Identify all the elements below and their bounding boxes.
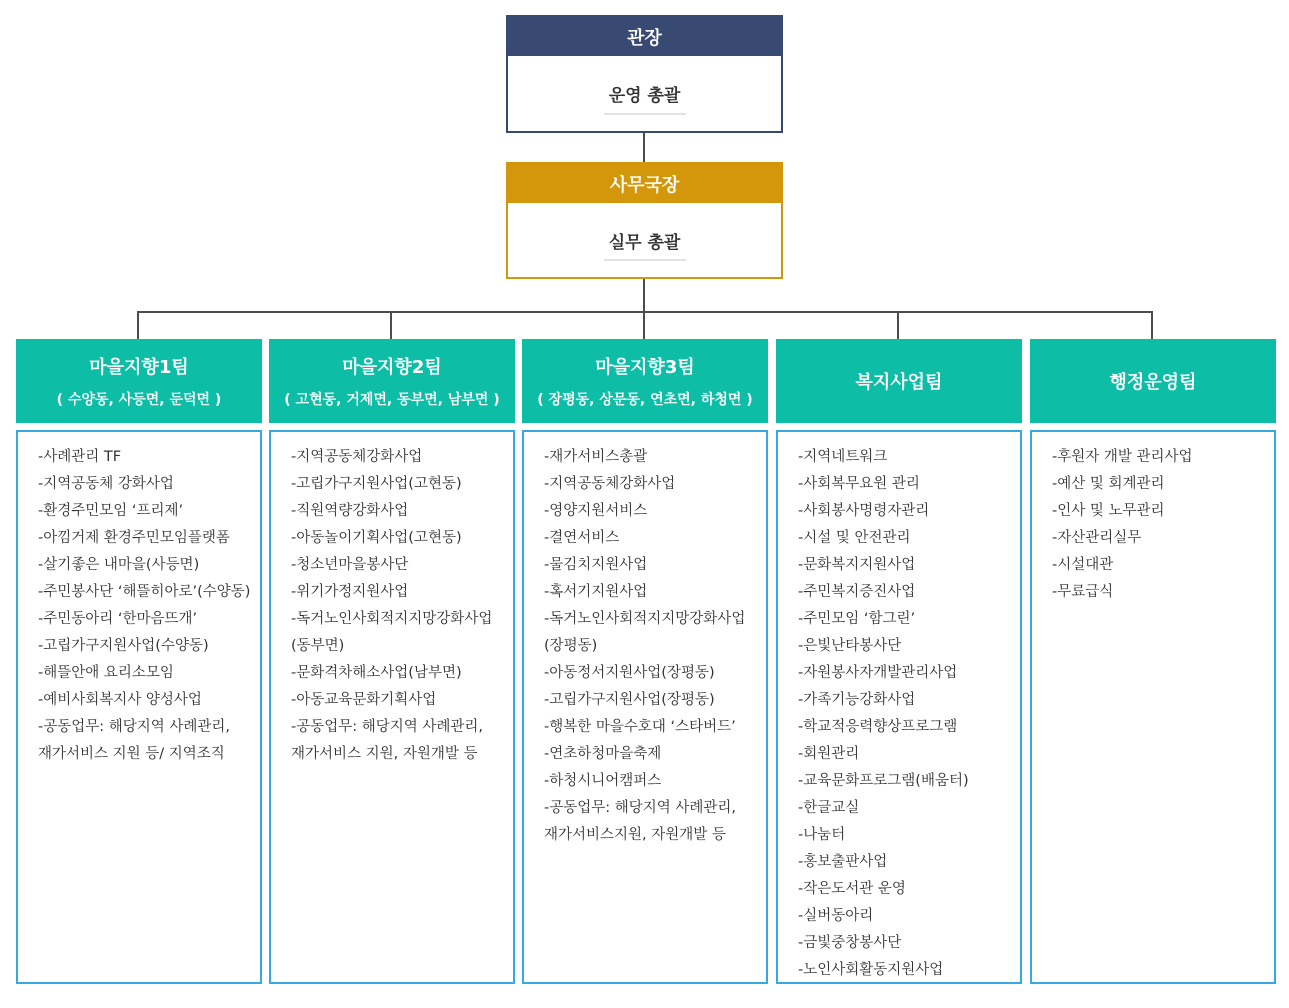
list-item: -독거노인사회적지지망강화사업 <box>544 611 746 627</box>
team-area: ( 장평동, 상문동, 연초면, 하청면 ) <box>537 392 753 408</box>
team-header-3 <box>522 339 768 423</box>
connector-team-1 <box>137 311 139 339</box>
list-item: -살기좋은 내마을(사등면) <box>38 557 200 573</box>
list-item: -위기가정지원사업 <box>291 584 409 600</box>
team-list-4 <box>776 430 1022 984</box>
list-item: -공동업무: 해당지역 사례관리, <box>38 719 231 735</box>
connector-team-4 <box>897 311 899 339</box>
list-item: -지역공동체 강화사업 <box>38 476 174 492</box>
list-item: -지역네트워크 <box>798 449 888 465</box>
list-item: -독거노인사회적지지망강화사업 <box>291 611 493 627</box>
connector-team-2 <box>390 311 392 339</box>
list-item: -사회복무요원 관리 <box>798 476 920 492</box>
list-item: -금빛중창봉사단 <box>798 935 902 951</box>
secretary-divider <box>604 259 686 261</box>
list-item: -영양지원서비스 <box>544 503 648 519</box>
list-item: -자산관리실무 <box>1052 530 1142 546</box>
team-list-3 <box>522 430 768 984</box>
list-item: -사례관리 TF <box>38 449 122 465</box>
list-item: (동부면) <box>291 638 345 654</box>
list-item: -무료급식 <box>1052 584 1114 600</box>
list-item: -고립가구지원사업(장평동) <box>544 692 715 708</box>
list-item: -가족기능강화사업 <box>798 692 916 708</box>
list-item: -사회봉사명령자관리 <box>798 503 930 519</box>
list-item: -인사 및 노무관리 <box>1052 503 1165 519</box>
list-item: -직원역량강화사업 <box>291 503 409 519</box>
list-item: -청소년마을봉사단 <box>291 557 409 573</box>
list-item: -아동정서지원사업(장평동) <box>544 665 715 681</box>
connector-bus <box>137 311 1153 313</box>
list-item: -고립가구지원사업(고현동) <box>291 476 462 492</box>
team-name: 마을지향3팀 <box>595 357 695 378</box>
list-item: 재가서비스 지원, 자원개발 등 <box>291 746 478 762</box>
list-item: -주민복지증진사업 <box>798 584 916 600</box>
team-area: ( 수양동, 사등면, 둔덕면 ) <box>56 392 222 408</box>
list-item: -후원자 개발 관리사업 <box>1052 449 1193 465</box>
list-item: -결연서비스 <box>544 530 620 546</box>
director-divider <box>604 113 686 115</box>
list-item: -나눔터 <box>798 827 846 843</box>
list-item: -혹서기지원사업 <box>544 584 648 600</box>
list-item: -재가서비스총괄 <box>544 449 648 465</box>
list-item: -문화복지지원사업 <box>798 557 916 573</box>
list-item: -한글교실 <box>798 800 860 816</box>
connector-team-5 <box>1151 311 1153 339</box>
list-item: -지역공동체강화사업 <box>291 449 423 465</box>
list-item: -실버동아리 <box>798 908 874 924</box>
list-item: -예산 및 회계관리 <box>1052 476 1165 492</box>
team-name: 마을지향1팀 <box>89 357 189 378</box>
team-name: 마을지향2팀 <box>342 357 442 378</box>
list-item: -자원봉사자개발관리사업 <box>798 665 958 681</box>
connector-secretary-bus <box>643 279 645 312</box>
team-list-2 <box>269 430 515 984</box>
list-item: -환경주민모임 ‘프리제’ <box>38 503 184 519</box>
list-item: -지역공동체강화사업 <box>544 476 676 492</box>
list-item: -아낌거제 환경주민모임플랫폼 <box>38 530 230 546</box>
list-item: -아동놀이기획사업(고현동) <box>291 530 462 546</box>
list-item: -주민모임 ‘함그린’ <box>798 611 916 627</box>
list-item: -회원관리 <box>798 746 860 762</box>
list-item: -주민봉사단 ‘해뜰히아로’(수양동) <box>38 584 251 600</box>
list-item: -연초하청마을축제 <box>544 746 662 762</box>
secretary-box <box>506 162 783 279</box>
list-item: -시설대관 <box>1052 557 1114 573</box>
team-header-5 <box>1030 339 1276 423</box>
director-role: 운영 총괄 <box>608 86 681 106</box>
connector-team-3 <box>643 311 645 339</box>
team-area: ( 고현동, 거제면, 동부면, 남부면 ) <box>284 392 500 408</box>
list-item: -아동교육문화기획사업 <box>291 692 437 708</box>
list-item: -공동업무: 해당지역 사례관리, <box>291 719 484 735</box>
secretary-role: 실무 총괄 <box>608 232 681 253</box>
team-header-1 <box>16 339 262 423</box>
list-item: -공동업무: 해당지역 사례관리, <box>544 800 737 816</box>
list-item: -작은도서관 운영 <box>798 881 906 897</box>
list-item: -학교적응력향상프로그램 <box>798 719 958 735</box>
team-name: 행정운영팀 <box>1109 372 1197 393</box>
secretary-title: 사무국장 <box>508 164 781 203</box>
list-item: -고립가구지원사업(수양동) <box>38 638 209 654</box>
list-item: (장평동) <box>544 638 598 654</box>
team-list-1 <box>16 430 262 984</box>
list-item: 재가서비스 지원 등/ 지역조직 <box>38 746 225 762</box>
director-box <box>506 15 783 133</box>
team-name: 복지사업팀 <box>855 372 943 393</box>
list-item: -홍보출판사업 <box>798 854 888 870</box>
connector-director-secretary <box>643 133 645 162</box>
list-item: -노인사회활동지원사업 <box>798 962 944 978</box>
list-item: -은빛난타봉사단 <box>798 638 902 654</box>
team-header-2 <box>269 339 515 423</box>
team-header-4 <box>776 339 1022 423</box>
list-item: -물김치지원사업 <box>544 557 648 573</box>
list-item: -행복한 마을수호대 ‘스타버드’ <box>544 719 736 735</box>
list-item: -주민동아리 ‘한마음뜨개’ <box>38 611 198 627</box>
list-item: -하청시니어캠퍼스 <box>544 773 662 789</box>
list-item: 재가서비스지원, 자원개발 등 <box>544 827 726 843</box>
list-item: -교육문화프로그램(배움터) <box>798 773 969 789</box>
list-item: -해뜰안애 요리소모임 <box>38 665 174 681</box>
list-item: -문화격차해소사업(남부면) <box>291 665 462 681</box>
list-item: -예비사회복지사 양성사업 <box>38 692 202 708</box>
team-list-5 <box>1030 430 1276 984</box>
list-item: -시설 및 안전관리 <box>798 530 911 546</box>
director-title: 관장 <box>508 17 781 56</box>
